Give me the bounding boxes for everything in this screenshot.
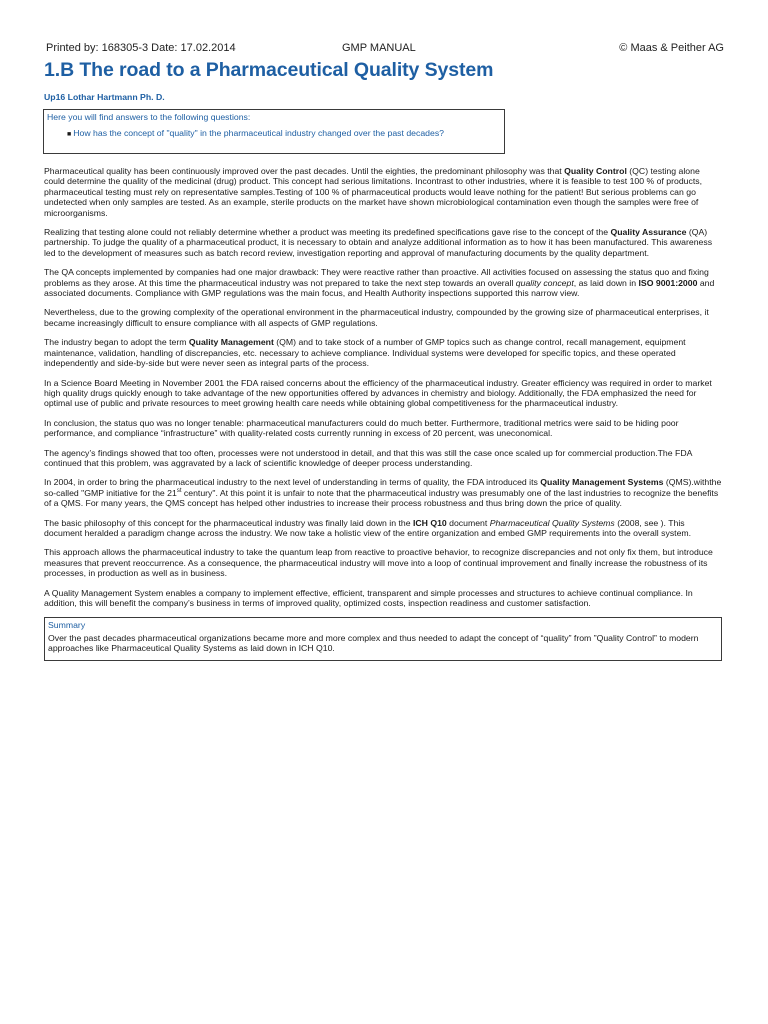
- paragraph: A Quality Management System enables a company to implement effective, efficient, transparent and simple processes and structures to achieve continual compliance. In addition, this will benefit the company’s business in terms of improved quality, optimized costs, inspection readiness and customer satisfaction.: [44, 587, 693, 608]
- document-body: [44, 166, 722, 661]
- summary-text: Over the past decades pharmaceutical organizations became more and more complex and thus needed to adapt the concept of “quality” from ”Quality Control” to modern approaches like Pharmaceutical Quality Systems as laid down in ICH Q10.: [48, 632, 699, 654]
- paragraph: Nevertheless, due to the growing complexity of the operational environment in the pharmaceutical industry, compounded by the growing size of pharmaceutical enterprises, it became increasingly difficult to ensure compliance with all aspects of GMP regulations.: [44, 307, 709, 328]
- questions-intro: Here you will find answers to the following questions:: [47, 112, 251, 122]
- page-header: [42, 42, 722, 56]
- copyright: © Maas & Peither AG: [619, 42, 724, 54]
- paragraph: The agency’s findings showed that too often, processes were not understood in detail, and that this was still the case once scaled up for commercial production.The FDA continued that this problem, was aggravated by a lack of scientific knowledge of deeper process understanding.: [44, 447, 692, 468]
- author-line: Up16 Lothar Hartmann Ph. D.: [44, 92, 165, 102]
- paragraph: In a Science Board Meeting in November 2001 the FDA raised concerns about the efficiency of the pharmaceutical industry. Greater efficiency was required in order to market high quality drugs quickly enough to take advantage of the new opportunities offered by advances in chemistry and biology. Additionally, the FDA emphasized the need for optimal use of public and private resources to meet growing health care needs while obtaining global competitiveness for the pharmaceutical industry.: [44, 377, 712, 409]
- paragraph: The QA concepts implemented by companies had one major drawback: They were reactive rather than proactive. All activities focused on assessing the status quo and fixing problems as they arose. At this time the pharmaceutical industry was not prepared to take the next step towards an overall quality concept, as laid down in ISO 9001:2000 and associated documents. Compliance with GMP regulations was the main focus, and Health Authority inspections supported this narrow view.: [44, 267, 715, 299]
- manual-name: GMP MANUAL: [342, 42, 416, 54]
- paragraph: In 2004, in order to bring the pharmaceutical industry to the next level of understanding in terms of quality, the FDA introduced its Quality Management Systems (QMS).withthe so-called "GMP initiative for the 21st century". At this point it is unfair to note that the pharmaceutical industry was presumably one of the last industries to recognize the benefits of a QMS. For many years, the QMS concept has helped other industries to increase their process robustness and thus bring down the price of quality.: [44, 477, 722, 509]
- document-page: [42, 42, 722, 661]
- paragraph: This approach allows the pharmaceutical industry to take the quantum leap from reactive to proactive behavior, to recognize discrepancies and not only fix them, but introduce measures that prevent reoccurrence. As a consequence, the pharmaceutical industry will move into a loop of continual improvement and finally increase the robustness of its processes, in production as well as in business.: [44, 547, 713, 579]
- summary-box: [44, 617, 722, 660]
- printed-info: Printed by: 168305-3 Date: 17.02.2014: [46, 42, 236, 54]
- paragraph: In conclusion, the status quo was no longer tenable: pharmaceutical manufacturers could do much better. Furthermore, traditional metrics were said to be hiding poor performance, and compliance “infrastructure” with quality-related costs currently running in excess of 20 percent, was uneconomical.: [44, 417, 679, 439]
- paragraph: The industry began to adopt the term Quality Management (QM) and to take stock of a number of GMP topics such as change control, recall management, equipment maintenance, validation, handling of discrepancies, etc. necessary to achieve compliance. Individual systems were developed for specific topics, and these operated independently and side-by-side but were never seen as integral parts of the process.: [44, 337, 686, 369]
- square-bullet-icon: ■: [67, 131, 72, 138]
- paragraph: Pharmaceutical quality has been continuously improved over the past decades. Until the eighties, the predominant philosophy was that Quality Control (QC) testing alone could determine the quality of the medicinal (drug) product. This concept had serious limitations. Incontrast to other industries, where it is feasible to test 100 % of products, pharmaceutical testing must rely on representative samples.Testing of 100 % of pharmaceutical products would leave nothing for the patient! But serious problems can go undetected when only samples are tested. As an example, sterile products on the market have shown microbiological contamination even though the samples were free of microorganisms.: [44, 166, 703, 218]
- questions-box: [43, 109, 505, 154]
- page-title: 1.B The road to a Pharmaceutical Quality System: [44, 59, 494, 81]
- question-text: How has the concept of "quality" in the pharmaceutical industry changed over the past decades?: [73, 128, 445, 138]
- paragraph: Realizing that testing alone could not reliably determine whether a product was meeting its predefined specifications gave rise to the concept of the Quality Assurance (QA) partnership. To judge the quality of a pharmaceutical product, it is necessary to obtain and analyze additional information as to how it has been manufactured. This awareness led to the development of measures such as batch record review, investigation reporting and approval of manufacturing documents by the quality department.: [44, 227, 713, 258]
- summary-title: Summary: [48, 620, 86, 631]
- question-item: [67, 128, 501, 138]
- paragraph: The basic philosophy of this concept for the pharmaceutical industry was finally laid down in the ICH Q10 document Pharmaceutical Quality Systems (2008, see ). This document heralded a paradigm change across the industry. We now take a holistic view of the entire organization and embed GMP requirements into the overall system.: [44, 517, 692, 538]
